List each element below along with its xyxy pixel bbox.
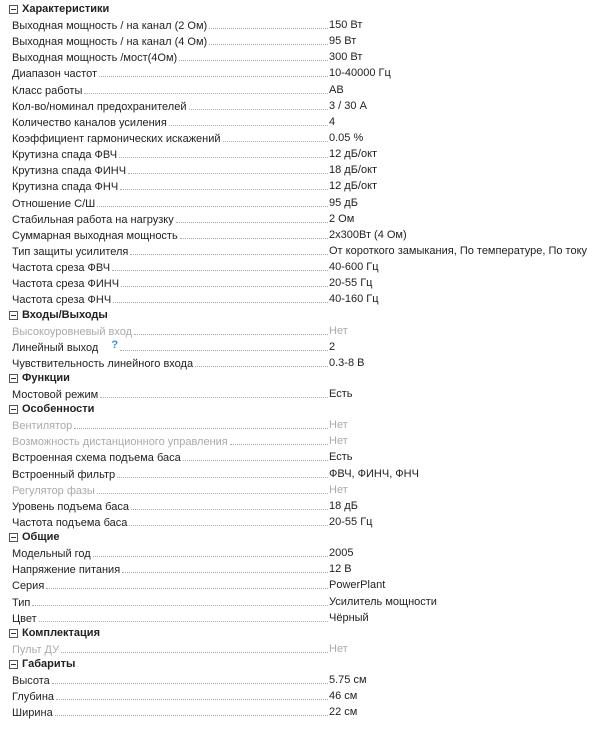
spec-label: [12, 577, 330, 594]
spec-label: [12, 386, 330, 403]
dotted-leader: [209, 33, 328, 45]
spec-row: [0, 672, 610, 688]
spec-label-text: Высокоуровневый вход: [12, 325, 133, 338]
spec-value: AB: [329, 83, 344, 96]
spec-label: [12, 672, 330, 689]
spec-label-text: Тип: [12, 596, 31, 609]
spec-label: [12, 98, 330, 115]
spec-label: [12, 146, 330, 163]
spec-row: [0, 323, 610, 339]
spec-label: [12, 178, 330, 195]
spec-value: Нет: [329, 642, 348, 655]
spec-row: [0, 33, 610, 49]
spec-label: [12, 466, 330, 483]
spec-label: [12, 323, 330, 340]
spec-label-text: Модельный год: [12, 548, 91, 561]
spec-value: PowerPlant: [329, 579, 386, 592]
dotted-leader: [97, 482, 328, 494]
spec-label: [12, 211, 330, 228]
spec-label-text: Тип защиты усилителя: [12, 245, 129, 258]
dotted-leader: [176, 211, 328, 223]
spec-label: [12, 162, 330, 179]
spec-row: [0, 49, 610, 65]
spec-label-text: Цвет: [12, 612, 37, 625]
dotted-leader: [112, 259, 328, 271]
spec-value: Нет: [329, 483, 348, 496]
spec-label-text: Напряжение питания: [12, 564, 121, 577]
spec-row: [0, 130, 610, 146]
spec-value: Усилитель мощности: [329, 595, 437, 608]
spec-label: [12, 259, 330, 276]
spec-label-text: Уровень подъема баса: [12, 500, 129, 513]
spec-value: 20-55 Гц: [329, 277, 373, 290]
spec-value: 46 см: [329, 690, 358, 703]
spec-row: [0, 514, 610, 530]
spec-row: [0, 98, 610, 114]
spec-row: [0, 641, 610, 657]
spec-row: [0, 561, 610, 577]
spec-label-text: Частота среза ФНЧ: [12, 294, 112, 307]
spec-label-text: Крутизна спада ФВЧ: [12, 149, 118, 162]
spec-value: 40-600 Гц: [329, 261, 379, 274]
spec-label-text: Класс работы: [12, 84, 83, 97]
dotted-leader: [52, 672, 328, 684]
spec-label-text: Мостовой режим: [12, 388, 99, 401]
dotted-leader: [74, 417, 328, 429]
spec-label: [12, 482, 330, 499]
spec-value: От короткого замыкания, По температуре, По току: [329, 244, 588, 257]
spec-row: [0, 211, 610, 227]
section-title: Габариты: [22, 657, 76, 670]
spec-value: 95 дБ: [329, 196, 358, 209]
dotted-leader: [56, 688, 328, 700]
spec-label-text: Количество каналов усиления: [12, 116, 167, 129]
spec-label-text: Регулятор фазы: [12, 484, 95, 497]
spec-label: [12, 130, 330, 147]
spec-label: [12, 610, 330, 627]
spec-label-text: Чувствительность линейного входа: [12, 357, 194, 370]
dotted-leader: [128, 162, 328, 174]
spec-row: [0, 386, 610, 402]
dotted-leader: [183, 449, 328, 461]
specs-table: [0, 2, 610, 720]
spec-row: [0, 259, 610, 275]
spec-label-text: Коэффициент гармонических искажений: [12, 132, 221, 145]
section-header[interactable]: [0, 2, 610, 17]
spec-label: [12, 545, 330, 562]
spec-label-text: Стабильная работа на нагрузку: [12, 213, 174, 226]
dotted-leader: [93, 545, 328, 557]
spec-label-text: Встроенный фильтр: [12, 468, 116, 481]
collapse-minus-icon[interactable]: [9, 311, 18, 320]
spec-value: 18 дБ: [329, 499, 358, 512]
dotted-leader: [129, 514, 328, 526]
spec-label-text: Серия: [12, 580, 45, 593]
spec-value: 22 см: [329, 706, 358, 719]
spec-value: Есть: [329, 387, 353, 400]
spec-row: [0, 275, 610, 291]
spec-label: [12, 291, 330, 308]
spec-row: [0, 482, 610, 498]
dotted-leader: [120, 339, 328, 351]
spec-value: Нет: [329, 419, 348, 432]
spec-row: [0, 417, 610, 433]
section-title: Общие: [22, 531, 60, 544]
section-header[interactable]: [0, 626, 610, 641]
spec-value: ФВЧ, ФИНЧ, ФНЧ: [329, 467, 419, 480]
dotted-leader: [117, 466, 328, 478]
dotted-leader: [180, 227, 328, 239]
collapse-minus-icon[interactable]: [9, 533, 18, 542]
spec-label-text: Возможность дистанционного управления: [12, 436, 228, 449]
dotted-leader: [46, 577, 328, 589]
spec-row: [0, 704, 610, 720]
spec-label: [12, 498, 330, 515]
spec-label: [12, 275, 330, 292]
spec-label-text: Выходная мощность / на канал (2 Ом): [12, 20, 208, 32]
dotted-leader: [84, 82, 328, 94]
dotted-leader: [230, 433, 328, 445]
dotted-leader: [223, 130, 328, 142]
spec-row: [0, 339, 610, 355]
spec-row: [0, 355, 610, 371]
spec-label-text: Частота среза ФВЧ: [12, 262, 111, 275]
collapse-minus-icon[interactable]: [9, 5, 18, 14]
dotted-leader: [209, 17, 328, 29]
section-header[interactable]: [0, 530, 610, 545]
dotted-leader: [121, 275, 328, 287]
spec-row: [0, 466, 610, 482]
section-title: Входы/Выходы: [22, 308, 108, 321]
spec-label-text: Выходная мощность / на канал (4 Ом): [12, 36, 208, 49]
spec-label: [12, 339, 330, 356]
spec-row: [0, 162, 610, 178]
dotted-leader: [131, 498, 328, 510]
dotted-leader: [97, 195, 328, 207]
section-header[interactable]: [0, 402, 610, 417]
section-title: Комплектация: [22, 626, 100, 639]
dotted-leader: [32, 594, 328, 606]
spec-label: [12, 82, 330, 99]
spec-value: 40-160 Гц: [329, 293, 379, 306]
spec-label: [12, 49, 330, 66]
spec-value: 12 дБ/окт: [329, 180, 378, 193]
spec-value: 2 Ом: [329, 212, 355, 225]
collapse-minus-icon[interactable]: [9, 374, 18, 383]
spec-value: Нет: [329, 324, 348, 337]
dotted-leader: [134, 323, 328, 335]
spec-label-text: Пульт ДУ: [12, 643, 60, 656]
dotted-leader: [55, 704, 328, 716]
dotted-leader: [195, 355, 328, 367]
spec-value: 2005: [329, 547, 354, 560]
spec-row: [0, 433, 610, 449]
spec-label: [12, 561, 330, 578]
spec-label-text: Крутизна спада ФИНЧ: [12, 165, 127, 178]
spec-label: [12, 433, 330, 450]
spec-row: [0, 178, 610, 194]
spec-label-text: Диапазон частот: [12, 68, 98, 81]
spec-label: [12, 65, 330, 82]
spec-row: [0, 195, 610, 211]
spec-value: 0.05 %: [329, 131, 364, 144]
help-icon[interactable]: ?: [111, 338, 119, 351]
spec-value: 12 В: [329, 563, 352, 576]
dotted-leader: [61, 641, 328, 653]
spec-value: Нет: [329, 435, 348, 448]
spec-label: [12, 17, 330, 34]
collapse-minus-icon[interactable]: [9, 405, 18, 414]
dotted-leader: [99, 65, 328, 77]
spec-row: [0, 594, 610, 610]
spec-label: [12, 227, 330, 244]
section-header[interactable]: [0, 371, 610, 386]
spec-value: Есть: [329, 451, 353, 464]
spec-row: [0, 577, 610, 593]
spec-value: Чёрный: [329, 611, 369, 624]
spec-value: 18 дБ/окт: [329, 164, 378, 177]
spec-label-text: Глубина: [12, 691, 55, 704]
spec-value: 12 дБ/окт: [329, 148, 378, 161]
spec-label: [12, 243, 330, 260]
spec-label-text: Линейный выход: [12, 341, 99, 354]
section-title: Функции: [22, 371, 70, 384]
section-header[interactable]: [0, 657, 610, 672]
spec-label: [12, 195, 330, 212]
spec-row: [0, 227, 610, 243]
section-title: Характеристики: [22, 3, 110, 15]
spec-row: [0, 65, 610, 81]
spec-label: [12, 641, 330, 658]
dotted-leader: [179, 49, 328, 61]
spec-value: 2x300Вт (4 Ом): [329, 228, 407, 241]
spec-label-text: Отношение С/Ш: [12, 197, 96, 210]
spec-label-text: Частота подъема баса: [12, 516, 128, 529]
dotted-leader: [169, 114, 328, 126]
spec-label-text: Встроенная схема подъема баса: [12, 452, 181, 465]
spec-label-text: Выходная мощность /мост(4Ом): [12, 52, 178, 65]
spec-label: [12, 417, 330, 434]
spec-label-text: Вентилятор: [12, 420, 73, 433]
spec-row: [0, 146, 610, 162]
dotted-leader: [130, 243, 328, 255]
spec-value: 150 Вт: [329, 19, 363, 31]
spec-value: 5.75 см: [329, 673, 367, 686]
spec-label: [12, 114, 330, 131]
spec-row: [0, 291, 610, 307]
spec-label-text: Кол-во/номинал предохранителей: [12, 100, 187, 113]
spec-value: 4: [329, 115, 336, 128]
spec-value: 0.3-8 В: [329, 356, 365, 369]
dotted-leader: [189, 98, 329, 110]
spec-row: [0, 243, 610, 259]
dotted-leader: [39, 610, 328, 622]
spec-label: [12, 594, 330, 611]
spec-label: [12, 514, 330, 531]
spec-row: [0, 82, 610, 98]
spec-label-text: Высота: [12, 674, 50, 687]
spec-label: [12, 704, 330, 721]
spec-label-text: Ширина: [12, 707, 53, 720]
spec-value: 2: [329, 340, 336, 353]
spec-label: [12, 33, 330, 50]
spec-label-text: Суммарная выходная мощность: [12, 229, 178, 242]
spec-label: [12, 449, 330, 466]
spec-row: [0, 17, 610, 33]
spec-row: [0, 545, 610, 561]
spec-value: 10-40000 Гц: [329, 67, 391, 80]
spec-row: [0, 114, 610, 130]
spec-row: [0, 688, 610, 704]
dotted-leader: [113, 291, 328, 303]
spec-value: 3 / 30 А: [329, 99, 367, 112]
section-title: Особенности: [22, 403, 95, 416]
spec-label: [12, 688, 330, 705]
spec-label: [12, 355, 330, 372]
collapse-minus-icon[interactable]: [9, 660, 18, 669]
spec-row: [0, 498, 610, 514]
collapse-minus-icon[interactable]: [9, 629, 18, 638]
spec-label-text: Частота среза ФИНЧ: [12, 278, 120, 291]
section-header[interactable]: [0, 308, 610, 323]
dotted-leader: [120, 178, 328, 190]
spec-value: 95 Вт: [329, 35, 357, 48]
dotted-leader: [122, 561, 328, 573]
spec-label-text: Крутизна спада ФНЧ: [12, 181, 119, 194]
spec-value: 300 Вт: [329, 51, 363, 64]
spec-row: [0, 449, 610, 465]
dotted-leader: [119, 146, 328, 158]
dotted-leader: [100, 386, 328, 398]
spec-value: 20-55 Гц: [329, 515, 373, 528]
spec-row: [0, 610, 610, 626]
